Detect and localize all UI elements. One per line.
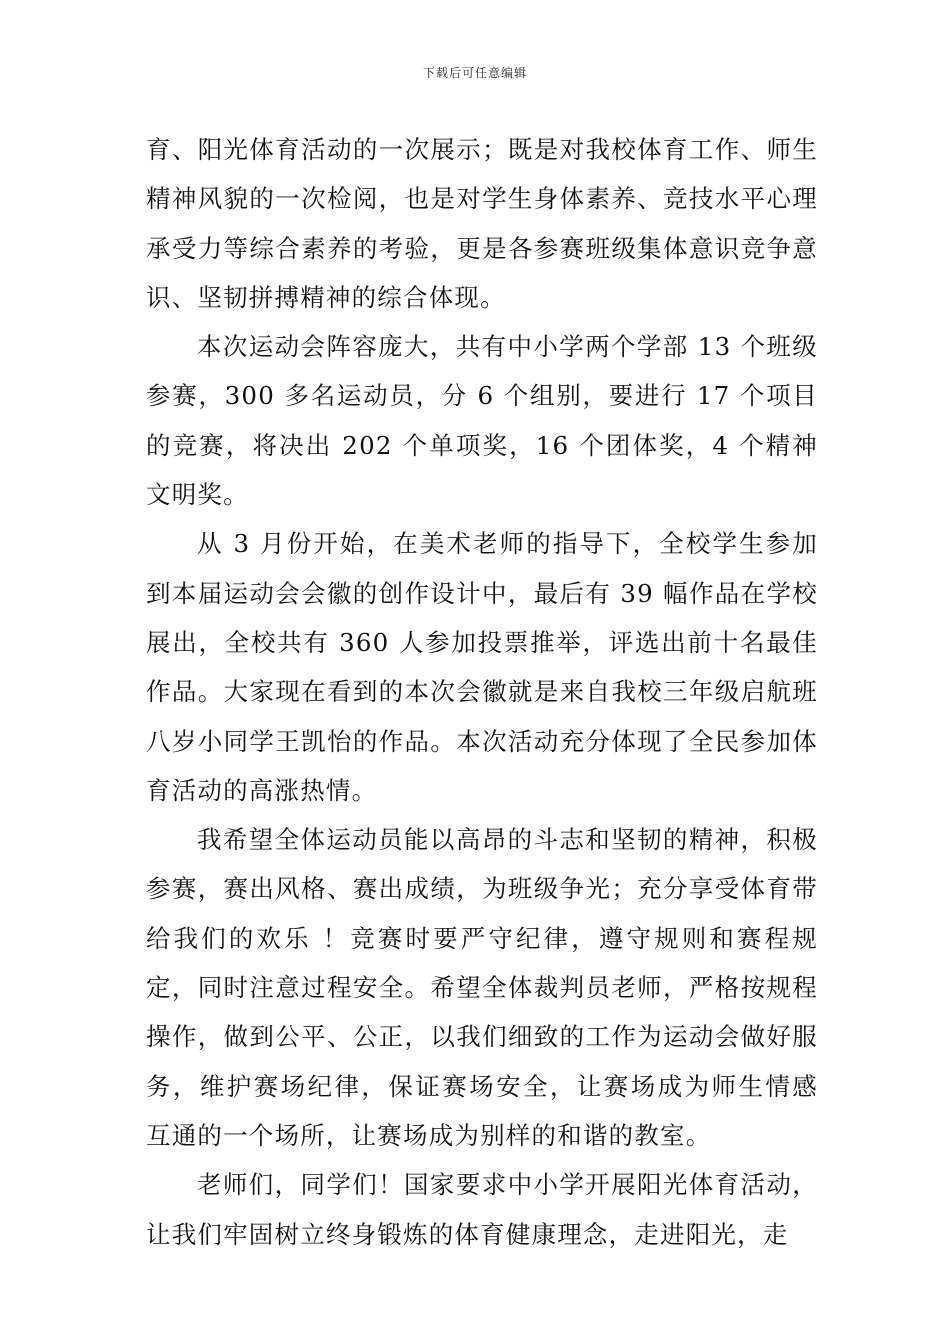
paragraph-2: 本次运动会阵容庞大，共有中小学两个学部 13 个班级参赛，300 多名运动员，分 6 个组别，要进行 17 个项目的竞赛，将决出 202 个单项奖，16 个团体奖，4 个精神文明奖。	[146, 332, 818, 510]
document-body	[146, 125, 818, 1259]
paragraph-1: 育、阳光体育活动的一次展示；既是对我校体育工作、师生精神风貌的一次检阅，也是对学生身体素养、竞技水平心理承受力等综合素养的考验，更是各参赛班级集体意识竞争意识、坚韧拼搏精神的综合体现。	[146, 135, 818, 312]
paragraph-5: 老师们，同学们！国家要求中小学开展阳光体育活动，让我们牢固树立终身锻炼的体育健康理念，走进阳光，走	[146, 1170, 818, 1249]
paragraph-4: 我希望全体运动员能以高昂的斗志和坚韧的精神，积极参赛，赛出风格、赛出成绩，为班级争光；充分享受体育带给我们的欢乐 ！竞赛时要严守纪律，遵守规则和赛程规定，同时注意过程安全。希望全体裁判员老师，严格按规程操作，做到公平、公正，以我们细致的工作为运动会做好服务，维护赛场纪律，保证赛场安全，让赛场成为师生情感 互通的一个场所，让赛场成为别样的和谐的教室。	[146, 825, 818, 1150]
header-note: 下载后可任意编辑	[422, 66, 527, 80]
paragraph-3: 从 3 月份开始，在美术老师的指导下，全校学生参加到本届运动会会徽的创作设计中，最后有 39 幅作品在学校展出，全校共有 360 人参加投票推举，评选出前十名最佳作品。大家现在看到的本次会徽就是来自我校三年级启航班八岁小同学王凯怡的作品。本次活动充分体现了全民参加体育活动的高涨热情。	[146, 529, 818, 805]
